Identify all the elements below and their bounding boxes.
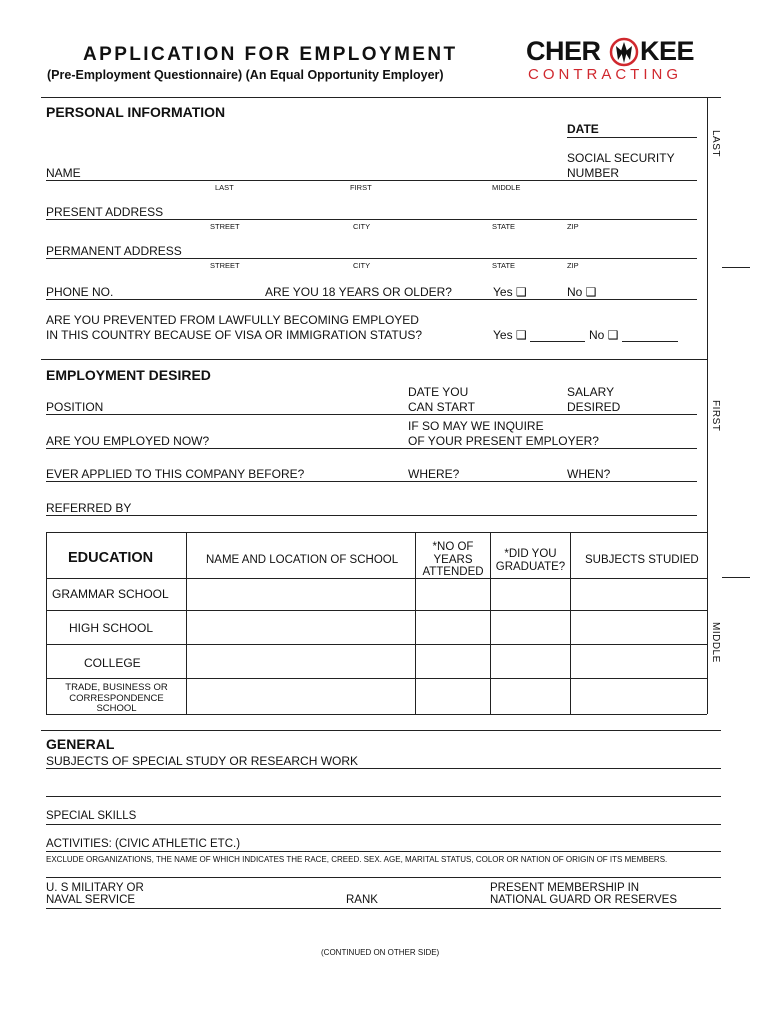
name-label: NAME	[46, 166, 81, 180]
logo-subtext: CONTRACTING	[528, 66, 682, 83]
special-study-label: SUBJECTS OF SPECIAL STUDY OR RESEARCH WORK	[46, 754, 359, 768]
section-heading-general: GENERAL	[46, 736, 115, 752]
visa-yes-line	[530, 341, 585, 342]
employed-now-label: ARE YOU EMPLOYED NOW?	[46, 434, 210, 448]
salary-label-line2: DESIRED	[567, 400, 621, 414]
edu-row-line-3	[46, 644, 707, 645]
present-state-caption: STATE	[492, 222, 516, 231]
applied-before-label: EVER APPLIED TO THIS COMPANY BEFORE?	[46, 467, 305, 481]
guard-label-line1: PRESENT MEMBERSHIP IN	[490, 882, 640, 894]
present-city-caption: CITY	[353, 222, 371, 231]
edu-col-line-1	[186, 532, 187, 714]
feather-headdress-icon	[609, 37, 639, 67]
continued-note: (CONTINUED ON OTHER SIDE)	[321, 948, 440, 957]
name-middle-caption: MIDDLE	[492, 183, 521, 192]
side-label-first: FIRST	[710, 400, 721, 432]
row-label-high-school: HIGH SCHOOL	[69, 621, 154, 635]
date-label: DATE	[567, 122, 599, 136]
ssn-label-line1: SOCIAL SECURITY	[567, 151, 675, 165]
activities-label: ACTIVITIES: (CIVIC ATHLETIC ETC.)	[46, 838, 241, 850]
section-divider-general	[41, 730, 721, 731]
present-zip-caption: ZIP	[567, 222, 579, 231]
phone-label: PHONE NO.	[46, 285, 114, 299]
row-label-college: COLLEGE	[84, 656, 141, 670]
military-label-line2: NAVAL SERVICE	[46, 894, 136, 906]
referred-by-label: REFERRED BY	[46, 501, 132, 515]
referred-by-field[interactable]	[46, 515, 697, 516]
header-divider	[41, 97, 721, 98]
form-subtitle: (Pre-Employment Questionnaire) (An Equal Opportunity Employer)	[47, 68, 444, 82]
edu-row-line-4	[46, 678, 707, 679]
age-yes-checkbox[interactable]: Yes ❑	[493, 285, 527, 299]
date-field[interactable]	[567, 137, 697, 138]
edu-border-top	[46, 532, 707, 533]
permanent-street-caption: STREET	[210, 261, 240, 270]
side-divider-1	[722, 267, 750, 268]
when-label: WHEN?	[567, 467, 611, 481]
logo-text-right: KEE	[640, 36, 695, 66]
company-logo	[524, 36, 694, 86]
side-box-border	[707, 97, 708, 714]
present-address-field[interactable]	[46, 219, 697, 220]
position-field[interactable]	[46, 414, 697, 415]
section-heading-personal: PERSONAL INFORMATION	[46, 104, 226, 120]
age-question-label: ARE YOU 18 YEARS OR OLDER?	[265, 285, 452, 299]
row-label-trade-school: TRADE, BUSINESS OR CORRESPONDENCE SCHOOL	[65, 682, 168, 714]
rank-label: RANK	[346, 894, 378, 906]
special-skills-label: SPECIAL SKILLS	[46, 810, 137, 822]
section-divider-employment	[41, 359, 707, 360]
start-date-label-line2: CAN START	[408, 400, 475, 414]
visa-question-line1: ARE YOU PREVENTED FROM LAWFULLY BECOMING EMPLOYED	[46, 313, 419, 327]
age-no-checkbox[interactable]: No ❑	[567, 285, 597, 299]
side-label-last: LAST	[710, 130, 721, 158]
visa-yes-checkbox[interactable]: Yes ❑	[493, 328, 527, 342]
military-label-line1: U. S MILITARY OR	[46, 882, 144, 894]
where-label: WHERE?	[408, 467, 460, 481]
logo-text-left: CHER	[526, 36, 601, 66]
col-header-subjects: SUBJECTS STUDIED	[585, 554, 699, 566]
present-address-label: PRESENT ADDRESS	[46, 205, 164, 219]
military-field[interactable]	[46, 908, 721, 909]
present-street-caption: STREET	[210, 222, 240, 231]
edu-row-line-1	[46, 578, 707, 579]
col-header-school: NAME AND LOCATION OF SCHOOL	[206, 554, 399, 566]
permanent-address-label: PERMANENT ADDRESS	[46, 244, 182, 258]
row-label-grammar-school: GRAMMAR SCHOOL	[52, 587, 169, 601]
edu-col-line-4	[570, 532, 571, 714]
applied-before-field[interactable]	[46, 481, 697, 482]
ssn-label-line2: NUMBER	[567, 166, 620, 180]
col-header-years: *NO OF YEARS ATTENDED	[422, 541, 484, 578]
guard-label-line2: NATIONAL GUARD OR RESERVES	[490, 894, 678, 906]
visa-no-checkbox[interactable]: No ❑	[589, 328, 619, 342]
permanent-city-caption: CITY	[353, 261, 371, 270]
name-field[interactable]	[46, 180, 697, 181]
phone-field[interactable]	[46, 299, 697, 300]
special-study-field-2[interactable]	[46, 796, 721, 797]
permanent-address-field[interactable]	[46, 258, 697, 259]
special-study-field[interactable]	[46, 768, 721, 769]
side-label-middle: MIDDLE	[710, 622, 721, 663]
permanent-zip-caption: ZIP	[567, 261, 579, 270]
permanent-state-caption: STATE	[492, 261, 516, 270]
employed-now-field[interactable]	[46, 448, 697, 449]
education-heading: EDUCATION	[68, 550, 154, 566]
visa-no-line	[622, 341, 678, 342]
position-label: POSITION	[46, 400, 104, 414]
activities-field[interactable]	[46, 851, 721, 852]
salary-label-line1: SALARY	[567, 385, 615, 399]
inquire-label-line1: IF SO MAY WE INQUIRE	[408, 419, 544, 433]
inquire-label-line2: OF YOUR PRESENT EMPLOYER?	[408, 434, 599, 448]
visa-question-line2: IN THIS COUNTRY BECAUSE OF VISA OR IMMIGRATION STATUS?	[46, 328, 423, 342]
special-skills-field[interactable]	[46, 824, 721, 825]
form-title: APPLICATION FOR EMPLOYMENT	[83, 44, 458, 65]
start-date-label-line1: DATE YOU	[408, 385, 469, 399]
col-header-graduate: *DID YOU GRADUATE?	[495, 548, 566, 573]
activities-field-2[interactable]	[46, 877, 721, 878]
side-divider-2	[722, 577, 750, 578]
edu-row-line-2	[46, 610, 707, 611]
section-heading-employment: EMPLOYMENT DESIRED	[46, 367, 211, 383]
name-last-caption: LAST	[215, 183, 234, 192]
name-first-caption: FIRST	[350, 183, 372, 192]
exclude-note: EXCLUDE ORGANIZATIONS, THE NAME OF WHICH INDICATES THE RACE, CREED. SEX. AGE, MARITAL STATUS, COLOR OR NATION OF ORIGIN OF ITS MEMBERS.	[46, 855, 668, 864]
